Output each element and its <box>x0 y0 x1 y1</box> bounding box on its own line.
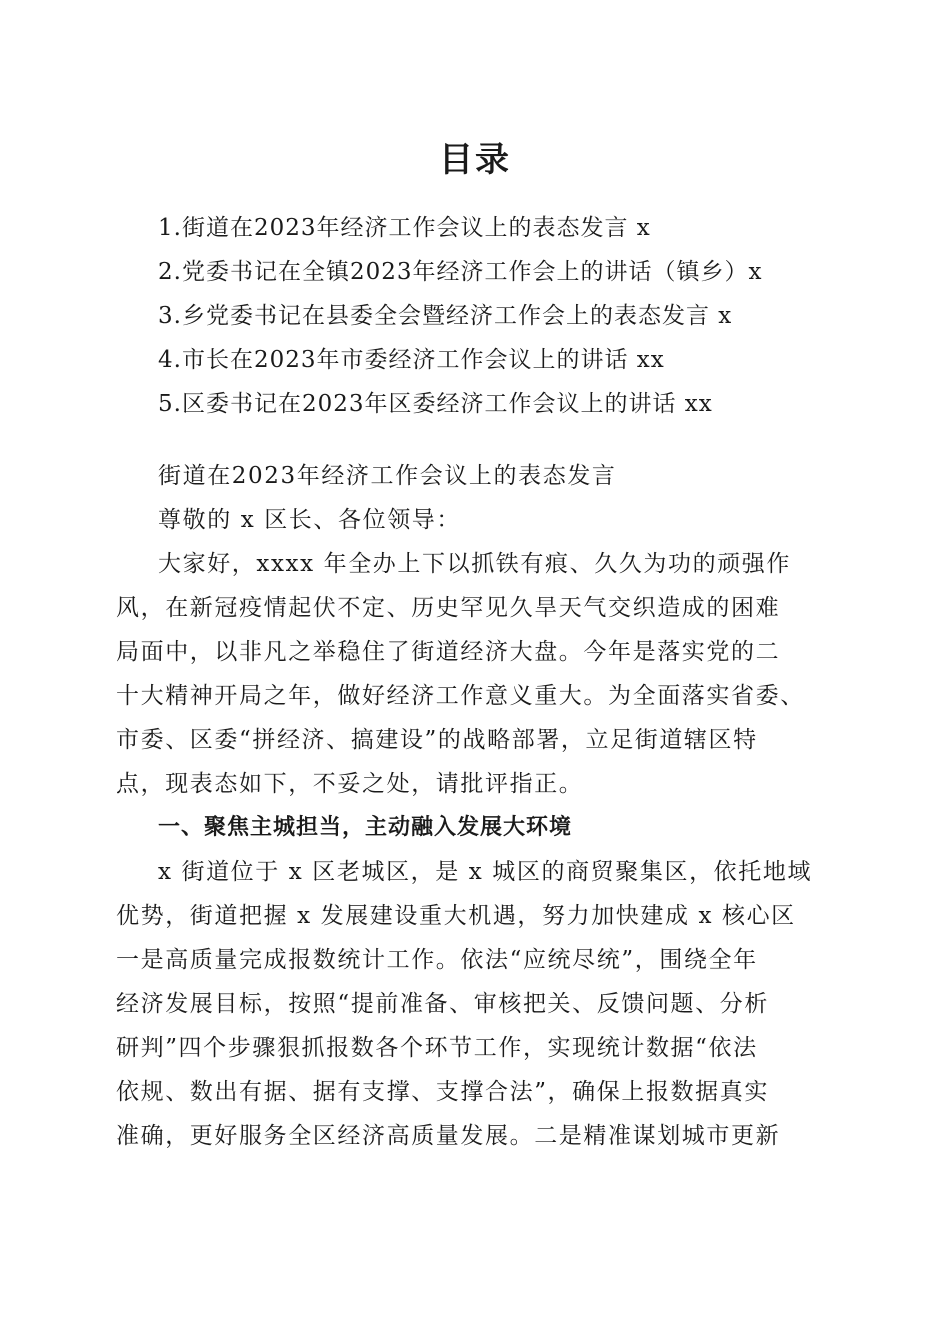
page-title: 目录 <box>439 140 511 180</box>
paragraph-line: 风，在新冠疫情起伏不定、历史罕见久旱天气交织造成的困难 <box>116 595 781 621</box>
toc-item: 1.街道在2023年经济工作会议上的表态发言 x <box>158 215 651 241</box>
paragraph-line: 局面中，以非凡之举稳住了街道经济大盘。今年是落实党的二 <box>116 639 781 665</box>
paragraph-line: 优势，街道把握 x 发展建设重大机遇，努力加快建成 x 核心区 <box>116 903 796 929</box>
toc-item: 5.区委书记在2023年区委经济工作会议上的讲话 xx <box>158 391 713 417</box>
toc-item: 3.乡党委书记在县委全会暨经济工作会上的表态发言 x <box>158 303 733 329</box>
paragraph-line: 经济发展目标，按照“提前准备、审核把关、反馈问题、分析 <box>116 991 769 1017</box>
paragraph-line: 大家好，xxxx 年全办上下以抓铁有痕、久久为功的顽强作 <box>158 551 791 577</box>
section-heading: 一、聚焦主城担当，主动融入发展大环境 <box>158 815 573 840</box>
paragraph-line: 准确，更好服务全区经济高质量发展。二是精准谋划城市更新 <box>116 1123 781 1149</box>
paragraph-section1 <box>116 850 836 1158</box>
paragraph-opening <box>116 542 836 806</box>
toc-item: 4.市长在2023年市委经济工作会议上的讲话 xx <box>158 347 665 373</box>
salutation: 尊敬的 x 区长、各位领导： <box>158 507 461 533</box>
speech-title: 街道在2023年经济工作会议上的表态发言 <box>158 463 617 489</box>
table-of-contents <box>158 206 878 426</box>
document-body <box>116 454 836 1158</box>
toc-item: 2.党委书记在全镇2023年经济工作会上的讲话（镇乡）x <box>158 259 763 285</box>
paragraph-line: 点，现表态如下，不妥之处，请批评指正。 <box>116 771 584 797</box>
paragraph-line: x 街道位于 x 区老城区，是 x 城区的商贸聚集区，依托地域 <box>158 859 813 885</box>
paragraph-line: 依规、数出有据、据有支撑、支撑合法”，确保上报数据真实 <box>116 1079 769 1105</box>
paragraph-line: 一是高质量完成报数统计工作。依法“应统尽统”，围绕全年 <box>116 947 758 973</box>
paragraph-line: 市委、区委“拼经济、搞建设”的战略部署，立足街道辖区特 <box>116 727 758 753</box>
paragraph-line: 研判”四个步骤狠抓报数各个环节工作，实现统计数据“依法 <box>116 1035 758 1061</box>
paragraph-line: 十大精神开局之年，做好经济工作意义重大。为全面落实省委、 <box>116 683 805 709</box>
